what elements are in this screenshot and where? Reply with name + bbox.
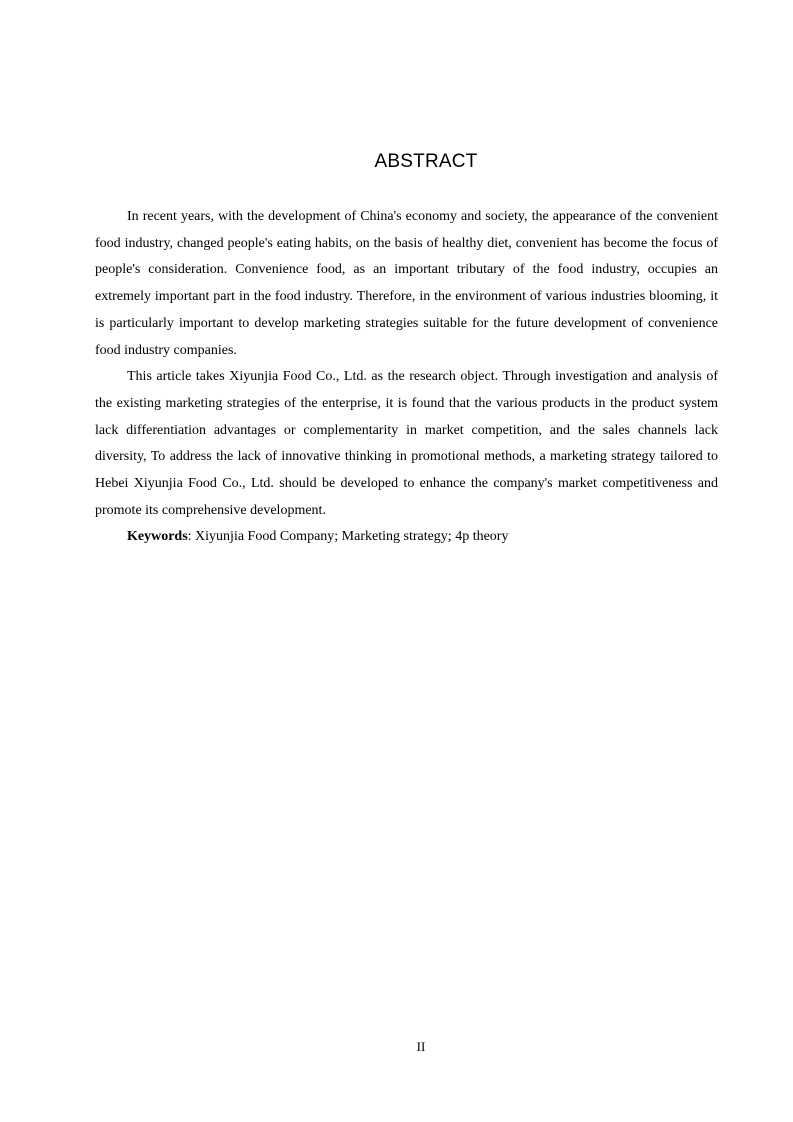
abstract-title: ABSTRACT <box>374 151 478 172</box>
keywords-line <box>95 524 718 551</box>
abstract-paragraph-2: This article takes Xiyunjia Food Co., Ltd. as the research object. Through investigation and analysis of the existing marketing strategies of the enterprise, it is found that the various products in the product system lack differentiation advantages or complementarity in market competition, and the sales channels lack diversity, To address the lack of innovative thinking in promotional methods, a marketing strategy tailored to Hebei Xiyunjia Food Co., Ltd. should be developed to enhance the company's market competitiveness and promote its comprehensive development. <box>95 369 718 518</box>
abstract-body <box>95 204 718 551</box>
abstract-paragraph-1: In recent years, with the development of China's economy and society, the appearance of the convenient food industry, changed people's eating habits, on the basis of healthy diet, convenient has become the focus of people's consideration. Convenience food, as an important tributary of the food industry, occupies an extremely important part in the food industry. Therefore, in the environment of various industries blooming, it is particularly important to develop marketing strategies suitable for the future development of convenience food industry companies. <box>95 209 718 358</box>
page-number: II <box>416 1039 426 1054</box>
keywords-label: Keywords <box>127 529 188 545</box>
keywords-list: : Xiyunjia Food Company; Marketing strategy; 4p theory <box>187 529 509 545</box>
